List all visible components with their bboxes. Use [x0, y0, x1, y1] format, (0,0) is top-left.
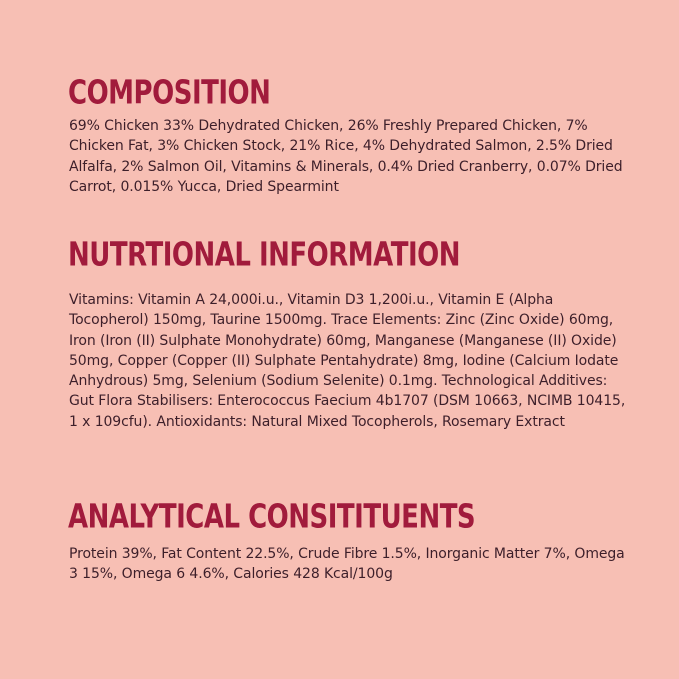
composition-text: 69% Chicken 33% Dehydrated Chicken, 26% Freshly Prepared Chicken, 7% Chicken Fat, 3% Chicken Stock, 21% Rice, 4% Dehydrated Salmon, 2.5% Dried Alfalfa, 2% Salmon Oil, Vitamins & Minerals, 0.4% Dried Cranberry, 0.07% Dried Carrot, 0.015% Yucca, Dried Spearmint: [69, 118, 623, 195]
nutritional-information-heading: NUTRTIONAL INFORMATION: [68, 236, 461, 275]
analytical-constituents-heading: ANALYTICAL CONSITITUENTS: [68, 498, 476, 537]
analytical-constituents-text: Protein 39%, Fat Content 22.5%, Crude Fibre 1.5%, Inorganic Matter 7%, Omega 3 15%, Omega 6 4.6%, Calories 428 Kcal/100g: [69, 546, 625, 583]
nutritional-information-text: Vitamins: Vitamin A 24,000i.u., Vitamin D3 1,200i.u., Vitamin E (Alpha Tocopherol) 150mg, Taurine 1500mg. Trace Elements: Zinc (Zinc Oxide) 60mg, Iron (Iron (II) Sulphate Monohydrate) 60mg, Manganese (Manganese (II) Oxide) 50mg, Copper (Copper (II) Sulphate Pentahydrate) 8mg, Iodine (Calcium Iodate Anhydrous) 5mg, Selenium (Sodium Selenite) 0.1mg. Technological Additives: Gut Flora Stabilisers: Enterococcus Faecium 4b1707 (DSM 10663, NCIMB 10415, 1 x 109cfu). Antioxidants: Natural Mixed Tocopherols, Rosemary Extract: [69, 292, 626, 430]
composition-heading: COMPOSITION: [68, 74, 271, 113]
